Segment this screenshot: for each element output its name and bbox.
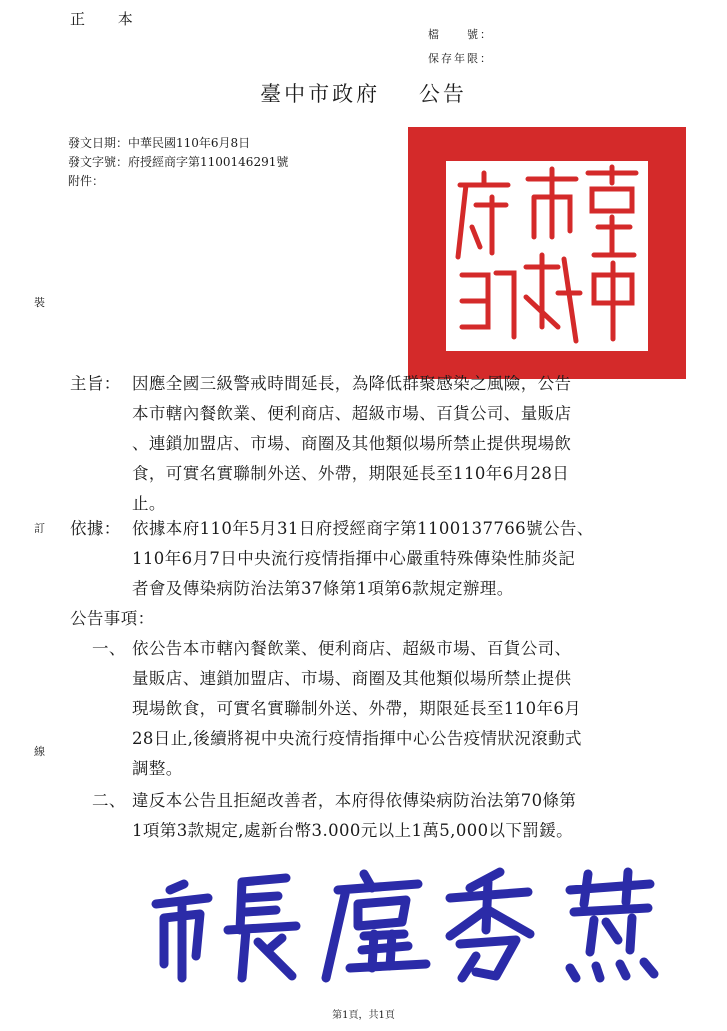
notice-item-number: 二、 xyxy=(92,791,126,810)
subject-label: 主旨： xyxy=(70,374,121,393)
attachment-label: 附件： xyxy=(68,174,105,188)
binding-mark-ding: 訂 xyxy=(34,522,45,535)
subject-line: 止。 xyxy=(132,494,166,513)
notice-item-line: 違反本公告且拒絕改善者，本府得依傳染病防治法第70條第 xyxy=(132,791,577,810)
subject-line: 因應全國三級警戒時間延長，為降低群聚感染之風險，公告 xyxy=(132,374,572,393)
notice-heading: 公告事項： xyxy=(70,609,155,628)
basis-line: 依據本府110年5月31日府授經商字第1100137766號公告、 xyxy=(132,519,594,538)
agency-name: 臺中市政府 xyxy=(260,82,381,106)
basis-line: 者會及傳染病防治法第37條第1項第6款規定辦理。 xyxy=(132,579,514,598)
basis-label: 依據： xyxy=(70,519,121,538)
notice-item-line: 依公告本市轄內餐飲業、便利商店、超級市場、百貨公司、 xyxy=(132,639,572,658)
retention-period-label: 保存年限： xyxy=(428,52,493,65)
subject-line: 本市轄內餐飲業、便利商店、超級市場、百貨公司、量販店 xyxy=(132,404,572,423)
official-seal xyxy=(408,127,686,379)
notice-item-line: 調整。 xyxy=(132,759,183,778)
subject-line: 食，可實名實聯制外送、外帶，期限延長至110年6月28日 xyxy=(132,464,570,483)
notice-item-line: 1項第3款規定,處新台幣3.000元以上1萬5,000以下罰鍰。 xyxy=(132,821,574,840)
page-number: 第1頁，共1頁 xyxy=(332,1010,395,1021)
subject-line: 、連鎖加盟店、市場、商圈及其他類似場所禁止提供現場飲 xyxy=(132,434,572,453)
notice-item-line: 量販店、連鎖加盟店、市場、商圈及其他類似場所禁止提供 xyxy=(132,669,572,688)
notice-item-line: 28日止,後續將視中央流行疫情指揮中心公告疫情狀況滾動式 xyxy=(132,729,582,748)
archive-number-label: 檔 號： xyxy=(428,28,493,41)
issue-number: 發文字號：府授經商字第1100146291號 xyxy=(68,155,289,169)
document-title xyxy=(0,78,727,108)
basis-line: 110年6月7日中央流行疫情指揮中心嚴重特殊傳染性肺炎記 xyxy=(132,549,576,568)
notice-item-number: 一、 xyxy=(92,639,126,658)
issue-date: 發文日期：中華民國110年6月8日 xyxy=(68,136,251,150)
notice-item-line: 現場飲食，可實名實聯制外送、外帶，期限延長至110年6月 xyxy=(132,699,582,718)
original-copy-mark: 正 本 xyxy=(70,10,147,28)
mayor-signature xyxy=(150,860,670,990)
document-type: 公告 xyxy=(418,82,467,106)
binding-mark-zhuang: 裝 xyxy=(34,296,45,309)
binding-mark-xian: 線 xyxy=(34,745,45,758)
